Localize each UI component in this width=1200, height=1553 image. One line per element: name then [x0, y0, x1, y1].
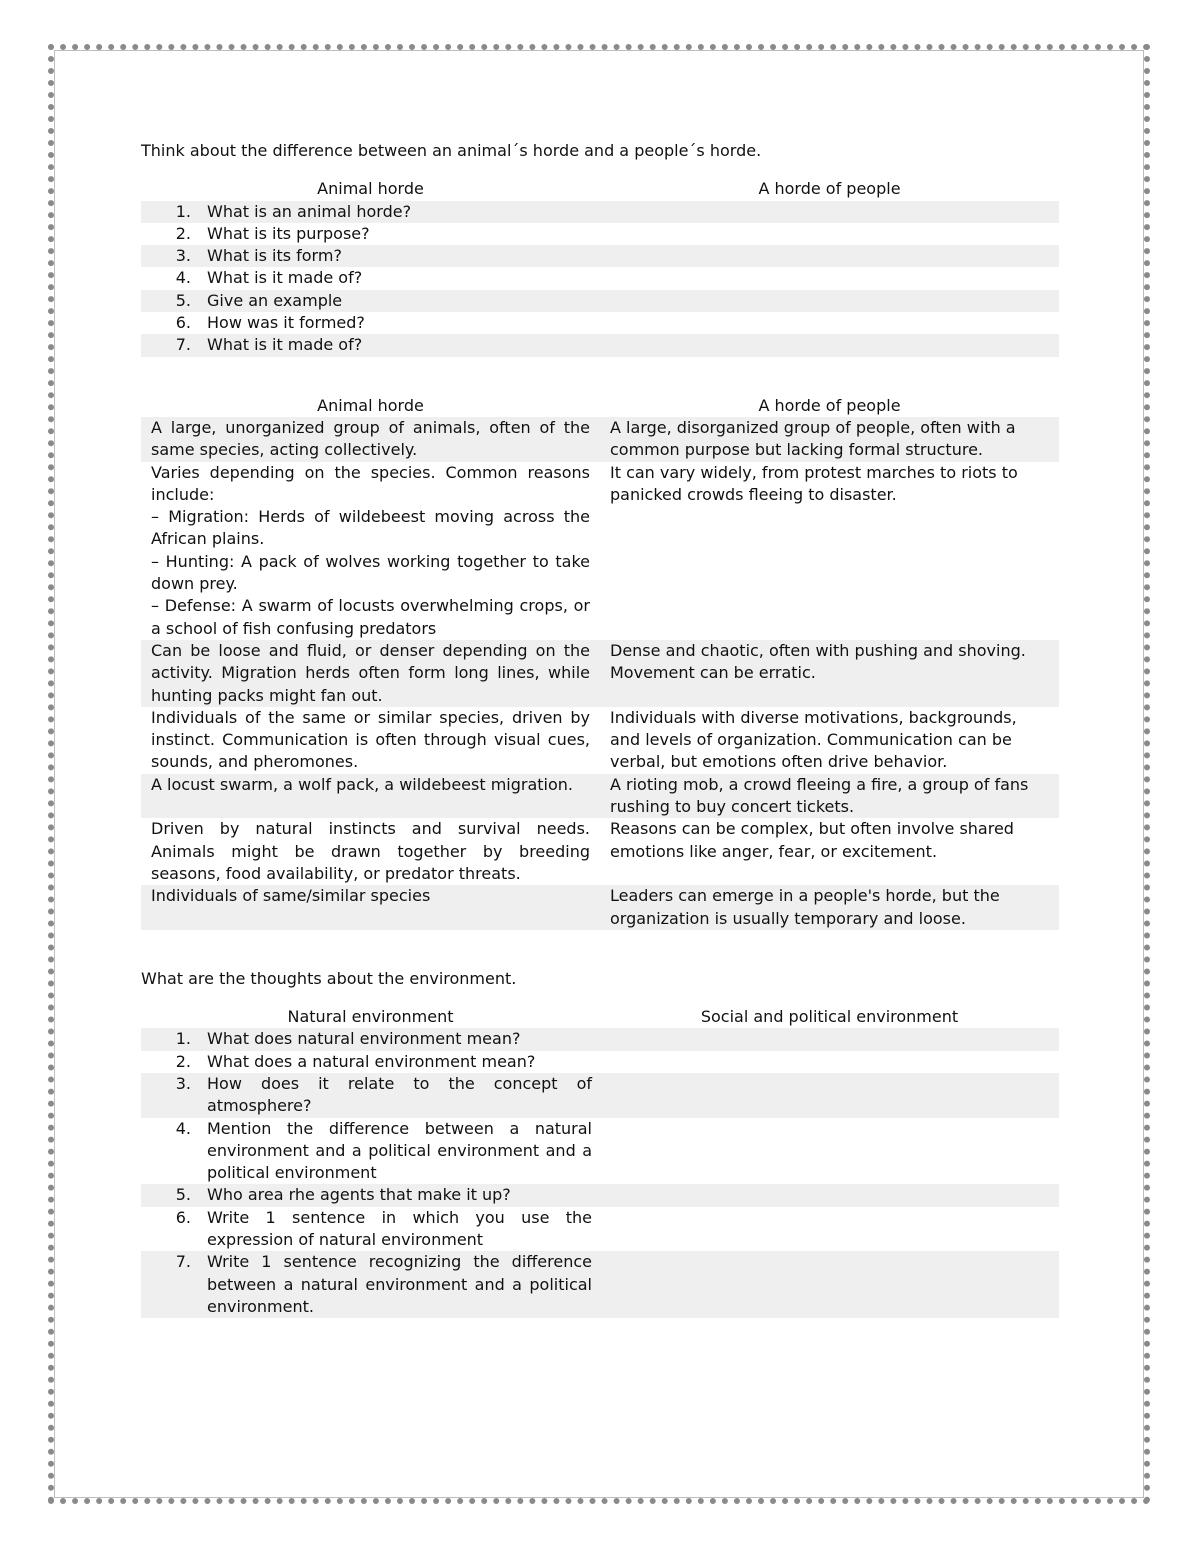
table-row: [141, 223, 1059, 245]
cell-line: – Migration: Herds of wildebeest moving across the African plains.: [151, 507, 590, 549]
question-text: Write 1 sentence recognizing the difference between a natural environment and a political environment.: [207, 1252, 592, 1316]
column-header-natural-environment: Natural environment: [287, 1007, 454, 1027]
table-row: [141, 885, 1059, 930]
column-header-horde-of-people: A horde of people: [758, 179, 901, 199]
table-row: [141, 1028, 1059, 1050]
cell-line: Individuals with diverse motivations, backgrounds, and levels of organization. Communication can be verbal, but emotions often drive behavior.: [610, 707, 1017, 772]
question-cell: [141, 334, 600, 356]
question-item: [141, 1251, 600, 1318]
answer-cell: [600, 1118, 1059, 1185]
table-row: [141, 417, 1059, 462]
cell-line: A large, disorganized group of people, often with a common purpose but lacking formal structure.: [610, 417, 1016, 460]
answer-cell: [600, 1028, 1059, 1050]
question-number: 6.: [175, 313, 191, 333]
cell-line: Can be loose and fluid, or denser depending on the activity. Migration herds often form long lines, while hunting packs might fan out.: [151, 640, 590, 705]
column-header-social-political-environment: Social and political environment: [700, 1007, 959, 1027]
cell-line: Reasons can be complex, but often involve shared emotions like anger, fear, or excitement.: [610, 819, 1014, 861]
animal-horde-cell: [141, 818, 600, 885]
question-number: 6.: [175, 1207, 191, 1227]
question-cell: [141, 1028, 600, 1050]
question-text: What is its purpose?: [207, 223, 370, 243]
cell-line: – Defense: A swarm of locusts overwhelming crops, or a school of fish confusing predators: [151, 596, 590, 638]
table-row: [141, 707, 1059, 774]
section3-intro: What are the thoughts about the environment.: [141, 968, 517, 988]
question-cell: [141, 245, 600, 267]
cell-line: Individuals of the same or similar species, driven by instinct. Communication is often through visual cues, sounds, and pheromones.: [151, 707, 590, 772]
table-row: [141, 312, 1059, 334]
column-header-horde-of-people: A horde of people: [758, 395, 901, 415]
animal-horde-cell: [141, 640, 600, 707]
answer-cell: [600, 1184, 1059, 1206]
question-cell: [141, 1207, 600, 1252]
question-number: 7.: [175, 1252, 191, 1272]
question-item: [141, 290, 600, 312]
question-item: [141, 1051, 600, 1073]
question-number: 3.: [175, 1073, 191, 1093]
cell-line: Individuals of same/similar species: [151, 886, 431, 906]
table-row: [141, 267, 1059, 289]
question-text: What does a natural environment mean?: [207, 1051, 536, 1071]
table-row: [141, 201, 1059, 223]
animal-horde-cell: [141, 707, 600, 774]
document-content: [141, 140, 1059, 1318]
question-item: [141, 1184, 600, 1206]
table-row: [141, 1051, 1059, 1073]
question-number: 7.: [175, 335, 191, 355]
table-row: [141, 774, 1059, 819]
question-text: What is an animal horde?: [207, 201, 412, 221]
table-row: [141, 290, 1059, 312]
question-text: What is its form?: [207, 246, 342, 266]
section1-intro: Think about the difference between an animal´s horde and a people´s horde.: [141, 141, 762, 160]
question-cell: [141, 1184, 600, 1206]
table-row: [141, 1251, 1059, 1318]
cell-line: – Hunting: A pack of wolves working together to take down prey.: [151, 551, 590, 594]
table-row: [141, 1207, 1059, 1252]
answer-cell: [600, 201, 1059, 223]
question-cell: [141, 267, 600, 289]
animal-horde-cell: [141, 417, 600, 462]
question-item: [141, 1207, 600, 1252]
answer-cell: [600, 1207, 1059, 1252]
cell-line: Leaders can emerge in a people's horde, but the organization is usually temporary and loose.: [610, 886, 1000, 928]
people-horde-cell: [600, 640, 1059, 707]
question-number: 5.: [175, 1185, 191, 1205]
answer-cell: [600, 267, 1059, 289]
answer-cell: [600, 245, 1059, 267]
horde-questions-table: [141, 178, 1059, 356]
question-number: 1.: [175, 201, 191, 221]
question-text: How does it relate to the concept of atmosphere?: [207, 1073, 592, 1116]
question-number: 5.: [175, 290, 191, 310]
question-cell: [141, 312, 600, 334]
table-row: [141, 1073, 1059, 1118]
table-row: [141, 245, 1059, 267]
answer-cell: [600, 1073, 1059, 1118]
question-text: What is it made of?: [207, 335, 363, 355]
environment-questions-table: [141, 1006, 1059, 1318]
question-number: 2.: [175, 223, 191, 243]
question-text: What does natural environment mean?: [207, 1029, 521, 1049]
question-number: 4.: [175, 1118, 191, 1138]
question-cell: [141, 290, 600, 312]
question-cell: [141, 223, 600, 245]
cell-line: Varies depending on the species. Common reasons include:: [151, 462, 590, 504]
question-text: What is it made of?: [207, 268, 363, 288]
people-horde-cell: [600, 818, 1059, 885]
answer-cell: [600, 223, 1059, 245]
table-row: [141, 334, 1059, 356]
cell-line: A rioting mob, a crowd fleeing a fire, a group of fans rushing to buy concert tickets.: [610, 774, 1029, 817]
question-number: 1.: [175, 1029, 191, 1049]
answer-cell: [600, 312, 1059, 334]
animal-horde-cell: [141, 885, 600, 930]
people-horde-cell: [600, 707, 1059, 774]
column-header-animal-horde: Animal horde: [317, 395, 424, 415]
cell-line: It can vary widely, from protest marches to riots to panicked crowds fleeing to disaster.: [610, 462, 1018, 504]
question-item: [141, 1073, 600, 1118]
horde-answers-table: [141, 395, 1059, 930]
answer-cell: [600, 290, 1059, 312]
cell-line: Dense and chaotic, often with pushing and shoving. Movement can be erratic.: [610, 640, 1026, 683]
cell-line: A large, unorganized group of animals, often of the same species, acting collectively.: [151, 417, 590, 460]
question-text: Mention the difference between a natural environment and a political environment and a political environment: [207, 1118, 592, 1183]
question-text: Give an example: [207, 290, 343, 310]
cell-line: Driven by natural instincts and survival needs. Animals might be drawn together by breeding seasons, food availability, or predator threats.: [151, 819, 590, 883]
question-cell: [141, 1051, 600, 1073]
column-header-animal-horde: Animal horde: [317, 179, 424, 199]
people-horde-cell: [600, 885, 1059, 930]
question-item: [141, 245, 600, 267]
question-item: [141, 223, 600, 245]
question-cell: [141, 1118, 600, 1185]
answer-cell: [600, 1051, 1059, 1073]
answer-cell: [600, 1251, 1059, 1318]
question-item: [141, 201, 600, 223]
question-number: 3.: [175, 246, 191, 266]
people-horde-cell: [600, 462, 1059, 640]
table-row: [141, 640, 1059, 707]
table-row: [141, 1184, 1059, 1206]
people-horde-cell: [600, 774, 1059, 819]
question-item: [141, 334, 600, 356]
people-horde-cell: [600, 417, 1059, 462]
cell-line: A locust swarm, a wolf pack, a wildebeest migration.: [151, 774, 574, 794]
question-number: 2.: [175, 1051, 191, 1071]
question-item: [141, 1118, 600, 1185]
question-item: [141, 312, 600, 334]
question-text: Write 1 sentence in which you use the expression of natural environment: [207, 1207, 592, 1250]
question-cell: [141, 1073, 600, 1118]
question-text: Who area rhe agents that make it up?: [207, 1185, 511, 1205]
question-text: How was it formed?: [207, 313, 365, 333]
answer-cell: [600, 334, 1059, 356]
question-cell: [141, 201, 600, 223]
question-item: [141, 267, 600, 289]
question-number: 4.: [175, 268, 191, 288]
animal-horde-cell: [141, 462, 600, 640]
table-row: [141, 462, 1059, 640]
question-item: [141, 1028, 600, 1050]
table-row: [141, 818, 1059, 885]
animal-horde-cell: [141, 774, 600, 819]
table-row: [141, 1118, 1059, 1185]
question-cell: [141, 1251, 600, 1318]
